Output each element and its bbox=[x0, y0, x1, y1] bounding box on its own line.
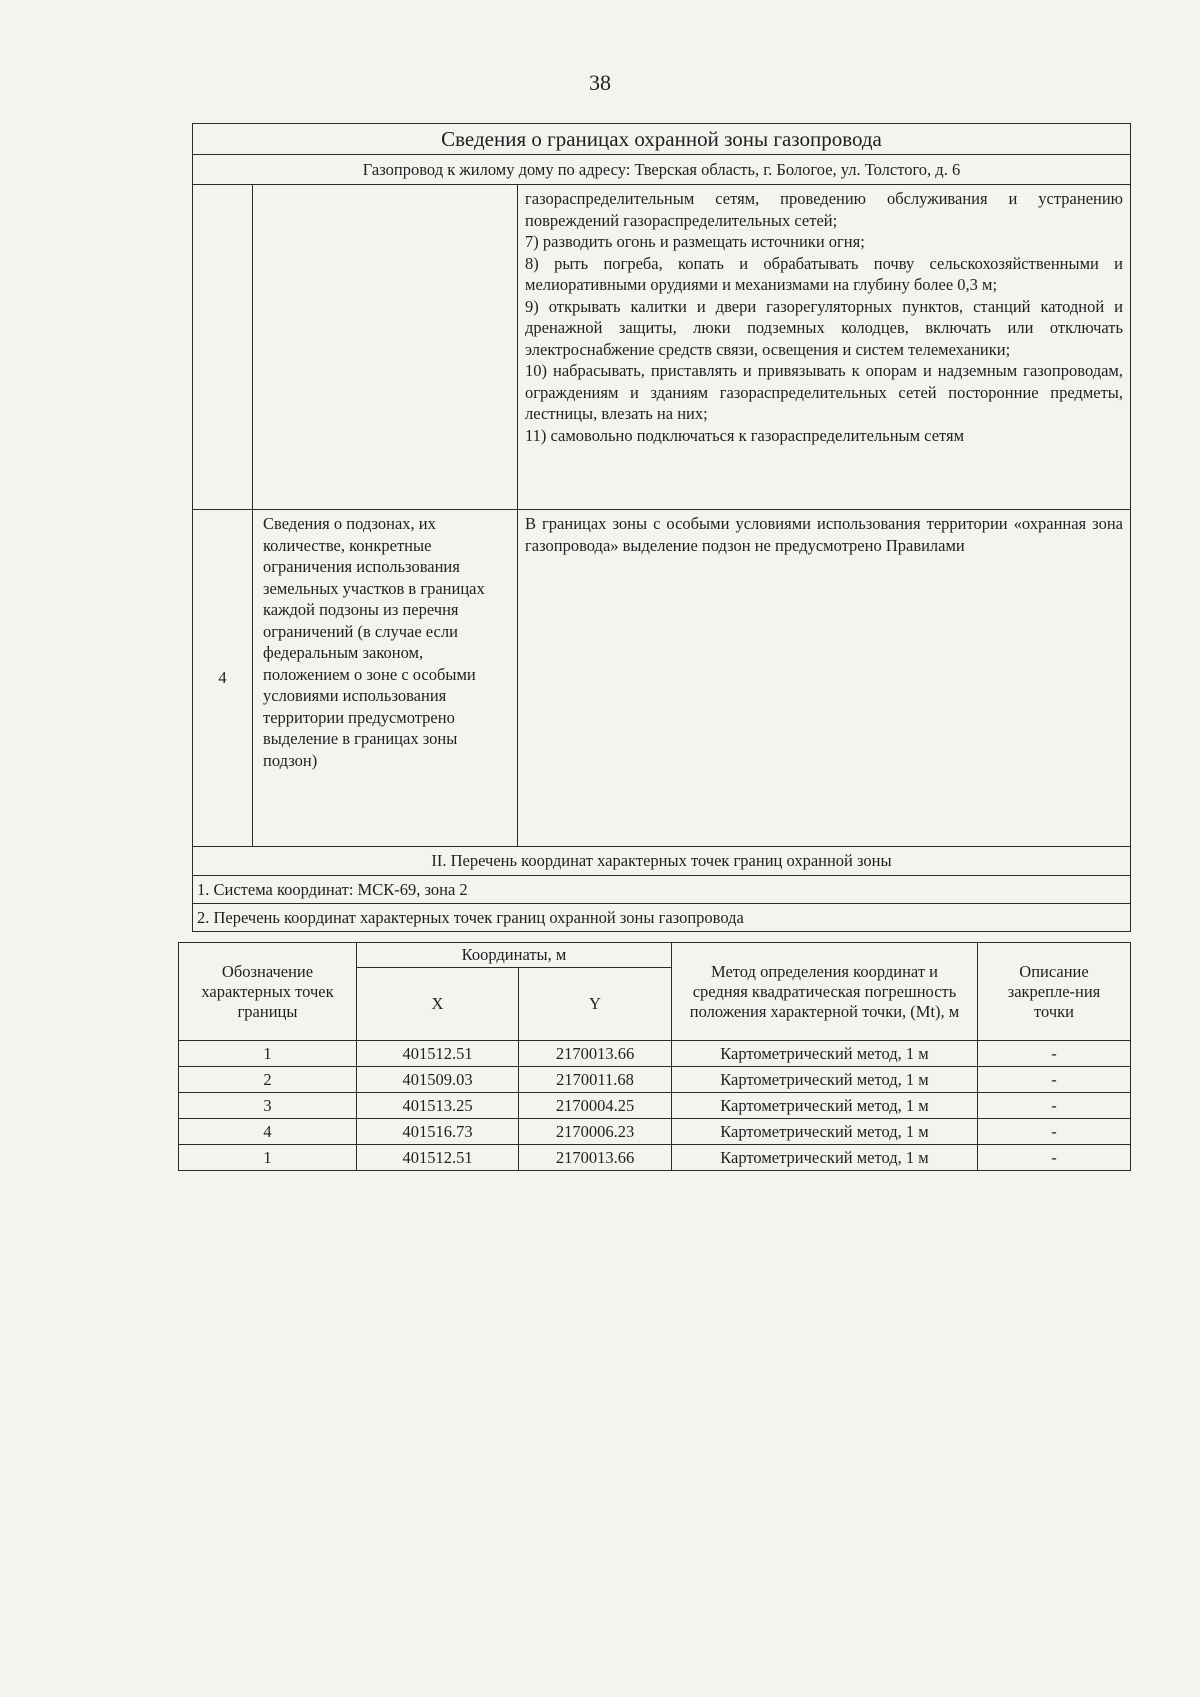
method-value: Картометрический метод, 1 м bbox=[672, 1119, 978, 1145]
section-title: II. Перечень координат характерных точек границ охранной зоны bbox=[193, 847, 1131, 876]
restriction-paragraph: 8) рыть погреба, копать и обрабатывать почву сельскохозяйственными и мелиоративными орудиями и механизмами на глубину более 0,3 м; bbox=[525, 253, 1124, 294]
table-row-continuation bbox=[193, 185, 1131, 510]
table-row-subzones bbox=[193, 510, 1131, 847]
table-row bbox=[179, 1119, 1131, 1145]
y-value: 2170011.68 bbox=[519, 1067, 672, 1093]
point-id: 1 bbox=[179, 1041, 357, 1067]
table-row bbox=[179, 1067, 1131, 1093]
method-value: Картометрический метод, 1 м bbox=[672, 1145, 978, 1171]
y-value: 2170013.66 bbox=[519, 1145, 672, 1171]
description-value: - bbox=[978, 1041, 1131, 1067]
y-value: 2170013.66 bbox=[519, 1041, 672, 1067]
restriction-paragraph: 7) разводить огонь и размещать источники огня; bbox=[525, 232, 865, 251]
description-value: - bbox=[978, 1145, 1131, 1171]
restriction-paragraph: газораспределительным сетям, проведению обслуживания и устранению повреждений газораспределительных сетей; bbox=[525, 189, 1124, 230]
list-title: 2. Перечень координат характерных точек границ охранной зоны газопровода bbox=[193, 904, 1131, 932]
method-value: Картометрический метод, 1 м bbox=[672, 1093, 978, 1119]
header-method: Метод определения координат и средняя квадратическая погрешность положения характерной точки, (Mt), м bbox=[672, 943, 978, 1041]
point-id: 1 bbox=[179, 1145, 357, 1171]
number-cell-empty bbox=[193, 185, 253, 510]
row-label: Сведения о подзонах, их количестве, конкретные ограничения использования земельных участков в границах каждой подзоны из перечня ограничений (в случае если федеральным законом, положением о зоне с особыми условиями использования территории предусмотрено выделение в границах зоны подзон) bbox=[253, 510, 518, 847]
method-value: Картометрический метод, 1 м bbox=[672, 1067, 978, 1093]
x-value: 401516.73 bbox=[357, 1119, 519, 1145]
zone-info-table bbox=[192, 123, 1131, 932]
y-value: 2170006.23 bbox=[519, 1119, 672, 1145]
table-row bbox=[179, 1093, 1131, 1119]
description-value: - bbox=[978, 1119, 1131, 1145]
point-id: 4 bbox=[179, 1119, 357, 1145]
label-cell-empty bbox=[253, 185, 518, 510]
coordinates-table bbox=[178, 942, 1131, 1171]
row-number: 4 bbox=[193, 510, 253, 847]
header-point: Обозначение характерных точек границы bbox=[179, 943, 357, 1041]
table-row bbox=[179, 1041, 1131, 1067]
method-value: Картометрический метод, 1 м bbox=[672, 1041, 978, 1067]
header-description: Описание закрепле-ния точки bbox=[978, 943, 1131, 1041]
table-title: Сведения о границах охранной зоны газопровода bbox=[193, 124, 1131, 155]
point-id: 2 bbox=[179, 1067, 357, 1093]
page-number: 38 bbox=[589, 70, 611, 95]
restriction-paragraph: 11) самовольно подключаться к газораспределительным сетям bbox=[525, 425, 965, 445]
coordinate-system: 1. Система координат: МСК-69, зона 2 bbox=[193, 876, 1131, 904]
table-subtitle: Газопровод к жилому дому по адресу: Тверская область, г. Бологое, ул. Толстого, д. 6 bbox=[193, 155, 1131, 185]
header-y: Y bbox=[519, 968, 672, 1041]
x-value: 401512.51 bbox=[357, 1041, 519, 1067]
x-value: 401513.25 bbox=[357, 1093, 519, 1119]
header-coordinates: Координаты, м bbox=[357, 943, 672, 968]
point-id: 3 bbox=[179, 1093, 357, 1119]
description-value: - bbox=[978, 1067, 1131, 1093]
y-value: 2170004.25 bbox=[519, 1093, 672, 1119]
table-row bbox=[179, 1145, 1131, 1171]
x-value: 401512.51 bbox=[357, 1145, 519, 1171]
restriction-paragraph: 9) открывать калитки и двери газорегуляторных пунктов, станций катодной и дренажной защиты, люки подземных колодцев, включать или отключать электроснабжение средств связи, освещения и систем телемеханики; bbox=[525, 296, 1124, 359]
restrictions-text bbox=[518, 185, 1131, 510]
header-x: X bbox=[357, 968, 519, 1041]
x-value: 401509.03 bbox=[357, 1067, 519, 1093]
row-value: В границах зоны с особыми условиями использования территории «охранная зона газопровода» выделение подзон не предусмотрено Правилами bbox=[518, 510, 1131, 847]
restriction-paragraph: 10) набрасывать, приставлять и привязывать к опорам и надземным газопроводам, ограждениям и зданиям газораспределительных сетей посторонние предметы, лестницы, влезать на них; bbox=[525, 361, 1124, 423]
description-value: - bbox=[978, 1093, 1131, 1119]
